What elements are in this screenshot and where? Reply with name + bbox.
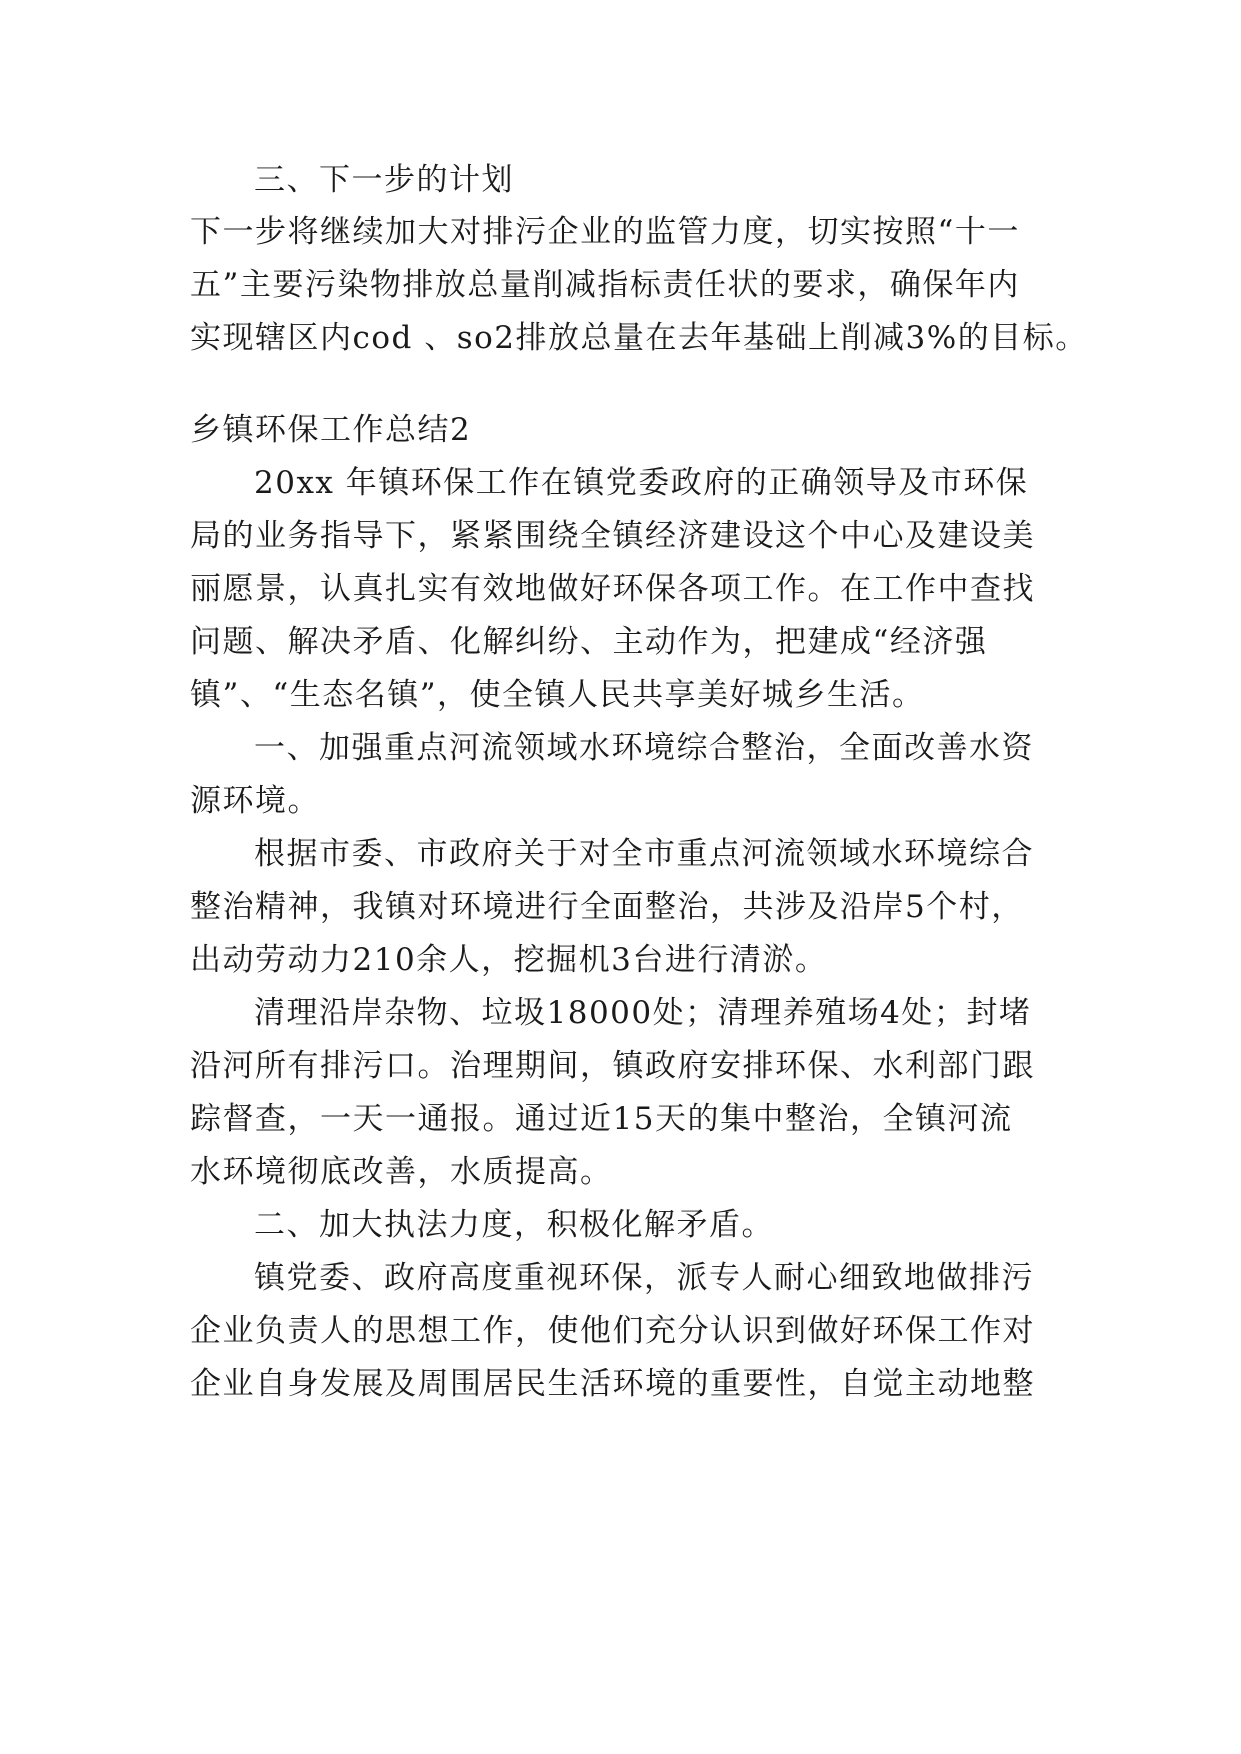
paragraph-line: 踪督查，一天一通报。通过近15天的集中整治，全镇河流 (190, 1101, 1013, 1137)
paragraph-line: 20xx 年镇环保工作在镇党委政府的正确领导及市环保 (254, 465, 1029, 501)
paragraph-line: 水环境彻底改善，水质提高。 (190, 1154, 613, 1190)
section-heading-2: 二、加大执法力度，积极化解矛盾。 (254, 1207, 774, 1243)
paragraph-line: 清理沿岸杂物、垃圾18000处；清理养殖场4处；封堵 (254, 995, 1032, 1031)
paragraph-line: 问题、解决矛盾、化解纠纷、主动作为，把建成“经济强 (190, 624, 988, 660)
paragraph-line: 沿河所有排污口。治理期间，镇政府安排环保、水利部门跟 (190, 1048, 1035, 1084)
paragraph-line: 出动劳动力210余人，挖掘机3台进行清淤。 (190, 942, 828, 978)
section-heading-1-cont: 源环境。 (190, 783, 320, 819)
paragraph-line: 五”主要污染物排放总量削减指标责任状的要求，确保年内 (190, 267, 1020, 303)
paragraph-line: 企业自身发展及周围居民生活环境的重要性，自觉主动地整 (190, 1366, 1035, 1402)
section-heading-next-plan: 三、下一步的计划 (254, 162, 514, 198)
paragraph-line: 镇党委、政府高度重视环保，派专人耐心细致地做排污 (254, 1260, 1034, 1296)
section-heading-1: 一、加强重点河流领域水环境综合整治，全面改善水资 (254, 730, 1034, 766)
document-title: 乡镇环保工作总结2 (190, 412, 472, 448)
paragraph-line: 下一步将继续加大对排污企业的监管力度，切实按照“十一 (190, 214, 1020, 250)
paragraph-line: 根据市委、市政府关于对全市重点河流领域水环境综合 (254, 836, 1034, 872)
paragraph-line: 镇”、“生态名镇”，使全镇人民共享美好城乡生活。 (190, 677, 925, 713)
paragraph-line: 企业负责人的思想工作，使他们充分认识到做好环保工作对 (190, 1313, 1035, 1349)
paragraph-line: 丽愿景，认真扎实有效地做好环保各项工作。在工作中查找 (190, 571, 1035, 607)
paragraph-line: 整治精神，我镇对环境进行全面整治，共涉及沿岸5个村， (190, 889, 1024, 925)
paragraph-line: 局的业务指导下，紧紧围绕全镇经济建设这个中心及建设美 (190, 518, 1035, 554)
paragraph-line: 实现辖区内cod 、so2排放总量在去年基础上削减3%的目标。 (190, 320, 1088, 356)
